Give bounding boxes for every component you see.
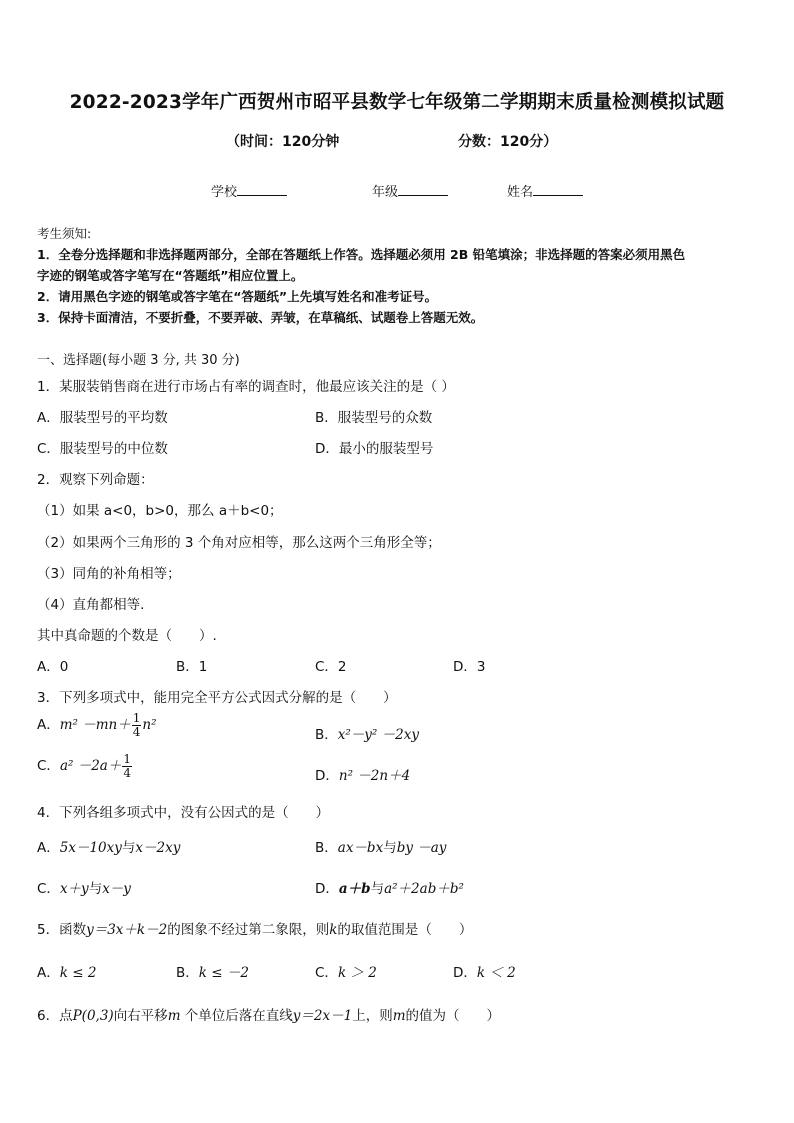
exam-score: 分数：120分） xyxy=(458,134,558,150)
q4-option-d-label: D． xyxy=(315,881,339,897)
q4-option-c-with: 与 xyxy=(88,881,103,897)
q4-option-d-with: 与 xyxy=(370,881,385,897)
q2-proposition-1: （1）如果 a<0，b>0，那么 a＋b<0； xyxy=(37,503,283,519)
q4-option-c xyxy=(37,877,131,897)
q4-option-d xyxy=(315,877,464,897)
q4-option-c-expr2: x－y xyxy=(102,881,131,897)
q1-option-d: D．最小的服装型号 xyxy=(315,441,434,457)
q2-stem: 2．观察下列命题： xyxy=(37,472,154,488)
q5-option-b xyxy=(176,961,249,981)
q2-option-c: C．2 xyxy=(315,659,347,675)
q4-option-a-expr1: 5x－10xy xyxy=(59,840,122,856)
q5-option-c-expr: k ＞ 2 xyxy=(337,965,377,981)
q2-option-a: A．0 xyxy=(37,659,69,675)
section-heading: 一、选择题(每小题 3 分, 共 30 分) xyxy=(37,353,240,368)
q3-option-d-expr: n² －2n＋4 xyxy=(338,768,411,784)
q5-stem-part1: 5．函数 xyxy=(37,922,87,938)
q6-stem-part5: 的值为（ ） xyxy=(405,1008,501,1024)
q5-option-c-label: C． xyxy=(315,965,338,981)
q6-stem-part2: 向右平移 xyxy=(113,1008,168,1024)
q2-proposition-3: （3）同角的补角相等； xyxy=(37,566,181,582)
q6-variable-m: m xyxy=(167,1008,181,1024)
q6-stem-part1: 6．点 xyxy=(37,1008,73,1024)
q5-stem-part2: 的图象不经过第二象限，则 xyxy=(167,922,330,938)
q4-option-a xyxy=(37,836,180,856)
q6-stem xyxy=(37,1004,500,1024)
fraction-numerator: 1 xyxy=(132,711,141,725)
grade-field xyxy=(372,181,448,200)
q4-option-b-with: 与 xyxy=(383,840,397,856)
q3-option-a xyxy=(37,712,157,738)
q5-option-b-label: B． xyxy=(176,965,199,981)
q3-option-b-expr: x²－y² －2xy xyxy=(337,727,419,743)
q6-variable-m-2: m xyxy=(392,1008,406,1024)
q3-option-d xyxy=(315,764,410,784)
q3-option-c-fraction xyxy=(122,753,132,779)
q4-option-d-expr2: a²＋2ab＋b² xyxy=(384,881,464,897)
name-field xyxy=(507,181,583,200)
notice-item-2: 2．请用黑色字迹的钢笔或答字笔在“答题纸”上先填写姓名和准考证号。 xyxy=(37,289,438,304)
notice-item-1b: 字迹的钢笔或答字笔写在“答题纸”相应位置上。 xyxy=(37,268,304,283)
q3-option-b-label: B． xyxy=(315,727,338,743)
fraction-denominator: 4 xyxy=(123,765,131,780)
q5-option-a-label: A． xyxy=(37,965,60,981)
q5-stem-part3: 的取值范围是（ ） xyxy=(337,922,473,938)
q4-option-c-expr1: x＋y xyxy=(59,881,89,897)
q4-option-a-label: A． xyxy=(37,840,60,856)
q2-proposition-2: （2）如果两个三角形的 3 个角对应相等，那么这两个三角形全等； xyxy=(37,535,441,551)
q5-option-d-label: D． xyxy=(453,965,477,981)
q5-option-c xyxy=(315,961,377,981)
school-label: 学校 xyxy=(211,185,238,200)
q5-option-d-expr: k ＜ 2 xyxy=(476,965,516,981)
q4-option-b-expr1: ax－bx xyxy=(337,840,384,856)
q2-option-d: D．3 xyxy=(453,659,486,675)
q5-stem xyxy=(37,918,472,938)
q4-option-b-label: B． xyxy=(315,840,338,856)
q3-option-a-expr: m² －mn＋ xyxy=(59,717,131,734)
name-blank xyxy=(533,183,583,196)
name-label: 姓名 xyxy=(507,185,534,200)
q4-option-d-expr1: a＋b xyxy=(338,881,371,897)
q4-option-b-expr2: by －ay xyxy=(396,840,447,856)
exam-title: 2022-2023学年广西贺州市昭平县数学七年级第二学期期末质量检测模拟试题 xyxy=(69,92,725,113)
q3-option-b xyxy=(315,723,419,743)
q5-variable-k: k xyxy=(329,922,338,938)
fraction-numerator: 1 xyxy=(123,752,131,766)
q5-option-a-expr: k ≤ 2 xyxy=(59,965,97,981)
q1-option-c: C．服装型号的中位数 xyxy=(37,441,168,457)
q2-question: 其中真命题的个数是（ ）. xyxy=(37,628,217,644)
exam-time: （时间：120分钟 xyxy=(226,134,340,150)
q2-option-b: B．1 xyxy=(176,659,208,675)
q3-option-c-label: C． xyxy=(37,758,60,775)
notice-heading: 考生须知: xyxy=(37,226,92,241)
q6-point: P(0,3) xyxy=(72,1008,114,1024)
notice-item-3: 3．保持卡面清洁，不要折叠，不要弄破、弄皱，在草稿纸、试题卷上答题无效。 xyxy=(37,310,484,325)
q6-stem-part4: 上，则 xyxy=(352,1008,393,1024)
q5-option-d xyxy=(453,961,516,981)
q5-option-a xyxy=(37,961,96,981)
q4-option-b xyxy=(315,836,446,856)
q1-stem: 1．某服装销售商在进行市场占有率的调查时，他最应该关注的是（ ） xyxy=(37,379,455,395)
q5-option-b-expr: k ≤ －2 xyxy=(198,965,249,981)
q4-stem: 4．下列各组多项式中，没有公因式的是（ ） xyxy=(37,805,330,821)
q4-option-c-label: C． xyxy=(37,881,60,897)
grade-blank xyxy=(398,183,448,196)
q5-function: y＝3x＋k－2 xyxy=(86,922,168,938)
q4-option-a-with: 与 xyxy=(121,840,136,856)
grade-label: 年级 xyxy=(372,185,399,200)
q6-stem-part3: 个单位后落在直线 xyxy=(180,1008,293,1024)
school-field xyxy=(211,181,287,200)
q3-option-a-fraction xyxy=(132,712,142,738)
q2-proposition-4: （4）直角都相等. xyxy=(37,597,145,613)
q4-option-a-expr2: x－2xy xyxy=(135,840,181,856)
q3-option-a-label: A． xyxy=(37,717,60,734)
q3-option-c-expr: a² －2a＋ xyxy=(59,758,122,775)
q1-option-a: A．服装型号的平均数 xyxy=(37,410,168,426)
q3-option-c xyxy=(37,753,133,779)
q1-option-b: B．服装型号的众数 xyxy=(315,410,433,426)
fraction-denominator: 4 xyxy=(132,724,141,739)
q6-line: y＝2x－1 xyxy=(292,1008,353,1024)
q3-option-d-label: D． xyxy=(315,768,339,784)
q3-option-a-tail: n² xyxy=(142,717,157,734)
school-blank xyxy=(237,183,287,196)
notice-item-1a: 1．全卷分选择题和非选择题两部分，全部在答题纸上作答。选择题必须用 2B 铅笔填涂；非选择题的答案必须用黑色 xyxy=(37,247,686,262)
q3-stem: 3．下列多项式中，能用完全平方公式因式分解的是（ ） xyxy=(37,690,397,706)
